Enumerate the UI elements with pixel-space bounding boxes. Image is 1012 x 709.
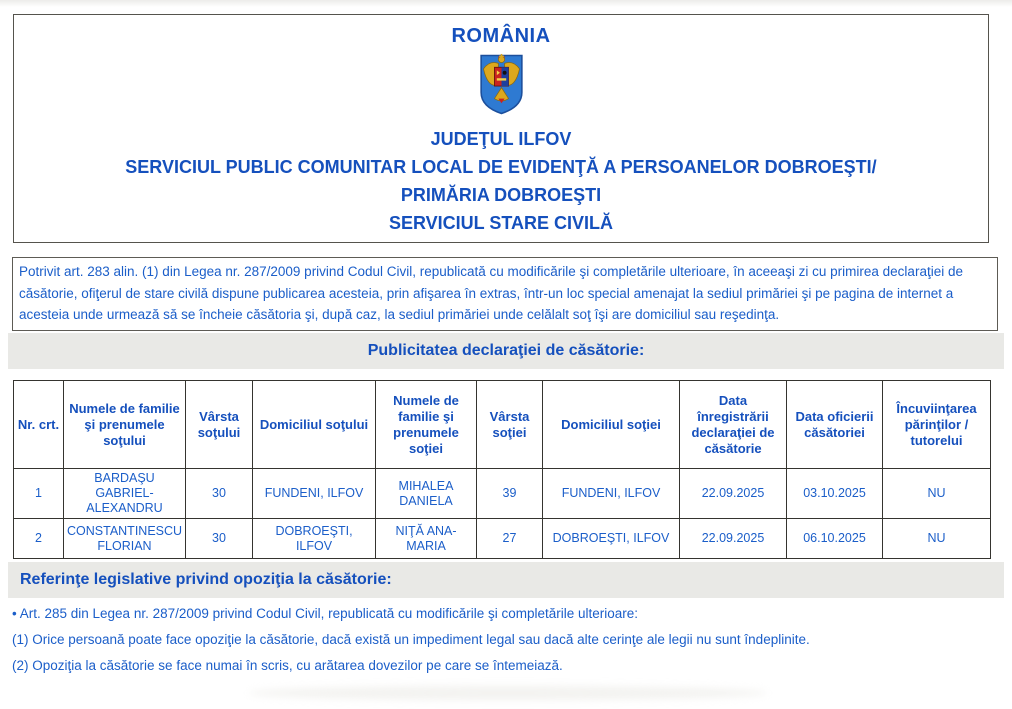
- cell-wife-domicile: FUNDENI, ILFOV: [543, 469, 680, 519]
- header-line-cityhall: PRIMĂRIA DOBROEŞTI: [400, 185, 602, 205]
- cell-nr: 2: [14, 519, 64, 559]
- column-header-parental-consent: Încuviinţarea părinţilor / tutorelui: [883, 381, 991, 469]
- column-header-wife-domicile: Domiciliul soţiei: [543, 381, 680, 469]
- cell-ceremony-date: 03.10.2025: [787, 469, 883, 519]
- column-header-wife-age: Vârsta soţiei: [477, 381, 543, 469]
- table-row: [14, 469, 991, 519]
- cell-wife-age: 27: [477, 519, 543, 559]
- column-header-husband-domicile: Domiciliul soţului: [253, 381, 376, 469]
- references-title-bar: [8, 562, 1004, 598]
- column-header-registration-date: Data înregistrării declaraţiei de căsătorie: [680, 381, 787, 469]
- cell-parental-consent: NU: [883, 469, 991, 519]
- country-title: ROMÂNIA: [451, 25, 551, 47]
- reference-item-paragraph-1: (1) Orice persoană poate face opoziţie la căsătorie, dacă există un impediment legal sau dacă alte cerinţe ale legii nu sunt îndeplinite.: [12, 632, 810, 647]
- legal-notice-text: Potrivit art. 283 alin. (1) din Legea nr. 287/2009 privind Codul Civil, republicată cu modificările şi completările ulterioare, în aceeaşi zi cu primirea declaraţiei de căsătorie, ofiţerul de stare civilă dispune publicarea acesteia, prin afişarea în extras, într-un loc special amenajat la sediul primăriei şi pe pagina de internet a acesteia unde urmează să se încheie căsătoria şi, după caz, la sediul primăriei unde celălalt soţ îşi are domiciliul sau reşedinţa.: [19, 264, 963, 322]
- header-line-service: SERVICIUL PUBLIC COMUNITAR LOCAL DE EVIDENŢĂ A PERSOANELOR DOBROEŞTI/: [125, 157, 877, 177]
- cell-ceremony-date: 06.10.2025: [787, 519, 883, 559]
- reference-item-paragraph-2: (2) Opoziţia la căsătorie se face numai în scris, cu arătarea dovezilor pe care se întemeiază.: [12, 658, 563, 673]
- table-header-row: [14, 381, 991, 469]
- column-header-husband-age: Vârsta soţului: [186, 381, 253, 469]
- section-title-bar: [8, 333, 1004, 369]
- cell-wife-age: 39: [477, 469, 543, 519]
- header-line-civil-status: SERVICIUL STARE CIVILĂ: [388, 213, 614, 233]
- column-header-wife-name: Numele de familie şi prenumele soţiei: [376, 381, 477, 469]
- header-box: [13, 14, 989, 243]
- table-row: [14, 519, 991, 559]
- cell-parental-consent: NU: [883, 519, 991, 559]
- romania-coat-of-arms-icon: [478, 53, 525, 116]
- cell-registration-date: 22.09.2025: [680, 469, 787, 519]
- cell-husband-name: CONSTANTINESCU FLORIAN: [64, 519, 186, 559]
- column-header-husband-name: Numele de familie şi prenumele soţului: [64, 381, 186, 469]
- cell-husband-domicile: DOBROEŞTI, ILFOV: [253, 519, 376, 559]
- references-list: [12, 601, 1002, 679]
- scan-artifact: [248, 686, 768, 700]
- cell-nr: 1: [14, 469, 64, 519]
- column-header-ceremony-date: Data oficierii căsătoriei: [787, 381, 883, 469]
- cell-husband-age: 30: [186, 469, 253, 519]
- scan-artifact: [0, 0, 1012, 7]
- header-line-county: JUDEŢUL ILFOV: [430, 129, 572, 149]
- column-header-nr: Nr. crt.: [14, 381, 64, 469]
- legal-notice-box: [12, 257, 998, 331]
- cell-husband-domicile: FUNDENI, ILFOV: [253, 469, 376, 519]
- reference-item-art285: • Art. 285 din Legea nr. 287/2009 privind Codul Civil, republicată cu modificările şi completările ulterioare:: [12, 606, 639, 621]
- cell-wife-name: MIHALEA DANIELA: [376, 469, 477, 519]
- cell-registration-date: 22.09.2025: [680, 519, 787, 559]
- references-title: Referinţe legislative privind opoziţia la căsătorie:: [20, 571, 392, 588]
- cell-wife-name: NIŢĂ ANA-MARIA: [376, 519, 477, 559]
- marriage-declarations-table: [13, 380, 991, 559]
- cell-wife-domicile: DOBROEŞTI, ILFOV: [543, 519, 680, 559]
- section-title: Publicitatea declaraţiei de căsătorie:: [367, 342, 645, 359]
- cell-husband-age: 30: [186, 519, 253, 559]
- cell-husband-name: BARDAŞU GABRIEL-ALEXANDRU: [64, 469, 186, 519]
